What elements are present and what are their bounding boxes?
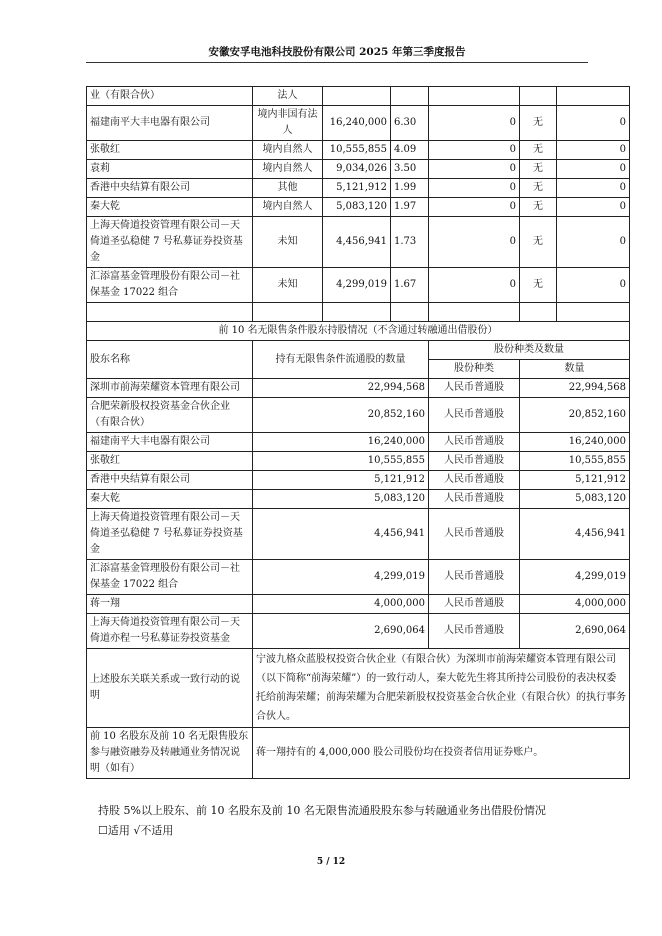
holder-pledge-status: 无 [520, 106, 557, 141]
holder-type: 法人 [253, 87, 323, 106]
blank-cell [323, 303, 391, 322]
table-row [87, 452, 630, 471]
share-amount: 2,690,064 [520, 614, 630, 649]
col-header-qty: 持有无限售条件流通股的数量 [253, 341, 429, 379]
share-kind: 人民币普通股 [429, 452, 520, 471]
holder-shares: 4,456,941 [323, 217, 391, 268]
blank-cell [557, 303, 630, 322]
holder-pledge-qty: 0 [557, 106, 630, 141]
holder-pledge-status: 无 [520, 141, 557, 160]
blank-cell [429, 303, 520, 322]
holder-shares: 5,121,912 [323, 179, 391, 198]
top-holders-body [87, 87, 630, 322]
holder-shares: 4,299,019 [323, 268, 391, 303]
shareholder-table [86, 86, 630, 779]
holder-name: 秦大乾 [87, 198, 253, 217]
col-header-kind: 股份种类 [429, 360, 520, 379]
share-amount: 4,299,019 [520, 560, 630, 595]
margin-label: 前 10 名股东及前 10 名无限售股东参与融资融券及转融通业务情况说明（如有） [87, 728, 253, 779]
notes-body [87, 649, 630, 779]
table-row [87, 87, 630, 106]
holder-name: 秦大乾 [87, 490, 253, 509]
share-kind: 人民币普通股 [429, 614, 520, 649]
holder-unrestricted-qty: 20,852,160 [253, 398, 429, 433]
holder-name: 张敬红 [87, 141, 253, 160]
report-header: 安徽安孚电池科技股份有限公司 2025 年第三季度报告 [86, 44, 588, 63]
holder-name: 上海天倚道投资管理有限公司－天倚道亦程一号私募证券投资基金 [87, 614, 253, 649]
holder-name: 上海天倚道投资管理有限公司－天倚道圣弘稳健 7 号私募证券投资基金 [87, 217, 253, 268]
share-kind: 人民币普通股 [429, 490, 520, 509]
lending-statement: 持股 5%以上股东、前 10 名股东及前 10 名无限售流通股股东参与转融通业务出借股份情况 [98, 804, 546, 817]
holder-restricted: 0 [429, 198, 520, 217]
unrestricted-holders-body [87, 322, 630, 649]
holder-name: 张敬红 [87, 452, 253, 471]
holder-unrestricted-qty: 5,083,120 [253, 490, 429, 509]
blank-cell [520, 303, 557, 322]
section-title-row [87, 322, 630, 341]
share-amount: 20,852,160 [520, 398, 630, 433]
holder-pct: 3.50 [391, 160, 429, 179]
table-row [87, 141, 630, 160]
share-amount: 5,083,120 [520, 490, 630, 509]
holder-pledge-status: 无 [520, 217, 557, 268]
holder-name: 合肥荣新股权投资基金合伙企业（有限合伙） [87, 398, 253, 433]
holder-shares: 10,555,855 [323, 141, 391, 160]
relation-label: 上述股东关联关系或一致行动的说明 [87, 649, 253, 728]
table-row [87, 217, 630, 268]
table-row [87, 268, 630, 303]
holder-pct: 1.73 [391, 217, 429, 268]
holder-type: 境内自然人 [253, 160, 323, 179]
holder-shares: 16,240,000 [323, 106, 391, 141]
holder-pledge-qty: 0 [557, 217, 630, 268]
holder-name: 上海天倚道投资管理有限公司－天倚道圣弘稳健 7 号私募证券投资基金 [87, 509, 253, 560]
holder-pct [391, 87, 429, 106]
holder-name: 香港中央结算有限公司 [87, 471, 253, 490]
holder-name: 蒋一翔 [87, 595, 253, 614]
table-row [87, 614, 630, 649]
table-row [87, 198, 630, 217]
holder-pledge-qty: 0 [557, 179, 630, 198]
holder-unrestricted-qty: 4,000,000 [253, 595, 429, 614]
holder-shares [323, 87, 391, 106]
share-kind: 人民币普通股 [429, 560, 520, 595]
share-amount: 4,000,000 [520, 595, 630, 614]
holder-type: 境内非国有法人 [253, 106, 323, 141]
holder-name: 业（有限合伙） [87, 87, 253, 106]
page-number: 5 / 12 [316, 857, 346, 867]
holder-name: 汇添富基金管理股份有限公司－社保基金 17022 组合 [87, 560, 253, 595]
holder-name: 深圳市前海荣耀资本管理有限公司 [87, 379, 253, 398]
holder-type: 未知 [253, 217, 323, 268]
blank-cell [391, 303, 429, 322]
holder-name: 汇添富基金管理股份有限公司－社保基金 17022 组合 [87, 268, 253, 303]
share-kind: 人民币普通股 [429, 509, 520, 560]
relation-text: 宁波九格众蓝股权投资合伙企业（有限合伙）为深圳市前海荣耀资本管理有限公司（以下简称“前海荣耀”）的一致行动人，秦大乾先生将其所持公司股份的表决权委托给前海荣耀；前海荣耀为合肥荣新股权投资基金合伙企业（有限合伙）的执行事务合伙人。 [253, 649, 630, 728]
holder-type: 其他 [253, 179, 323, 198]
col-header-amount: 数量 [520, 360, 630, 379]
holder-pct: 4.09 [391, 141, 429, 160]
holder-type: 境内自然人 [253, 198, 323, 217]
holder-pledge-status: 无 [520, 179, 557, 198]
holder-pledge-qty: 0 [557, 198, 630, 217]
share-amount: 16,240,000 [520, 433, 630, 452]
holder-unrestricted-qty: 2,690,064 [253, 614, 429, 649]
holder-restricted [429, 87, 520, 106]
blank-cell [87, 303, 253, 322]
header-row [87, 341, 630, 360]
holder-restricted: 0 [429, 160, 520, 179]
share-amount: 5,121,912 [520, 471, 630, 490]
holder-pledge-status: 无 [520, 160, 557, 179]
holder-name: 袁莉 [87, 160, 253, 179]
share-amount: 10,555,855 [520, 452, 630, 471]
holder-unrestricted-qty: 5,121,912 [253, 471, 429, 490]
holder-shares: 9,034,026 [323, 160, 391, 179]
table-row [87, 106, 630, 141]
holder-pledge-status [520, 87, 557, 106]
table-row [87, 379, 630, 398]
holder-restricted: 0 [429, 106, 520, 141]
holder-name: 福建南平大丰电器有限公司 [87, 433, 253, 452]
holder-name: 香港中央结算有限公司 [87, 179, 253, 198]
margin-row [87, 728, 630, 779]
table-row [87, 490, 630, 509]
holder-unrestricted-qty: 16,240,000 [253, 433, 429, 452]
share-amount: 4,456,941 [520, 509, 630, 560]
holder-pledge-qty: 0 [557, 141, 630, 160]
share-kind: 人民币普通股 [429, 471, 520, 490]
holder-restricted: 0 [429, 179, 520, 198]
holder-name: 福建南平大丰电器有限公司 [87, 106, 253, 141]
share-kind: 人民币普通股 [429, 379, 520, 398]
section-title: 前 10 名无限售条件股东持股情况（不含通过转融通出借股份） [87, 322, 630, 341]
holder-unrestricted-qty: 22,994,568 [253, 379, 429, 398]
blank-row [87, 303, 630, 322]
table-row [87, 509, 630, 560]
holder-type: 未知 [253, 268, 323, 303]
table-row [87, 433, 630, 452]
table-row [87, 560, 630, 595]
col-header-class: 股份种类及数量 [429, 341, 630, 360]
holder-pledge-status: 无 [520, 268, 557, 303]
share-kind: 人民币普通股 [429, 398, 520, 433]
holder-pledge-status: 无 [520, 198, 557, 217]
holder-restricted: 0 [429, 268, 520, 303]
holder-pct: 1.97 [391, 198, 429, 217]
holder-unrestricted-qty: 4,299,019 [253, 560, 429, 595]
holder-restricted: 0 [429, 217, 520, 268]
holder-unrestricted-qty: 10,555,855 [253, 452, 429, 471]
blank-cell [253, 303, 323, 322]
holder-shares: 5,083,120 [323, 198, 391, 217]
table-row [87, 471, 630, 490]
table-row [87, 179, 630, 198]
holder-pct: 1.99 [391, 179, 429, 198]
holder-pledge-qty: 0 [557, 160, 630, 179]
table-row [87, 398, 630, 433]
margin-text: 蒋一翔持有的 4,000,000 股公司股份均在投资者信用证券账户。 [253, 728, 630, 779]
holder-restricted: 0 [429, 141, 520, 160]
holder-pledge-qty: 0 [557, 268, 630, 303]
applicability-options: ☐适用 √不适用 [98, 824, 174, 837]
holder-pledge-qty [557, 87, 630, 106]
col-header-name: 股东名称 [87, 341, 253, 379]
holder-pct: 1.67 [391, 268, 429, 303]
table-row [87, 160, 630, 179]
share-kind: 人民币普通股 [429, 595, 520, 614]
holder-type: 境内自然人 [253, 141, 323, 160]
share-kind: 人民币普通股 [429, 433, 520, 452]
relation-row [87, 649, 630, 728]
holder-unrestricted-qty: 4,456,941 [253, 509, 429, 560]
share-amount: 22,994,568 [520, 379, 630, 398]
table-row [87, 595, 630, 614]
holder-pct: 6.30 [391, 106, 429, 141]
